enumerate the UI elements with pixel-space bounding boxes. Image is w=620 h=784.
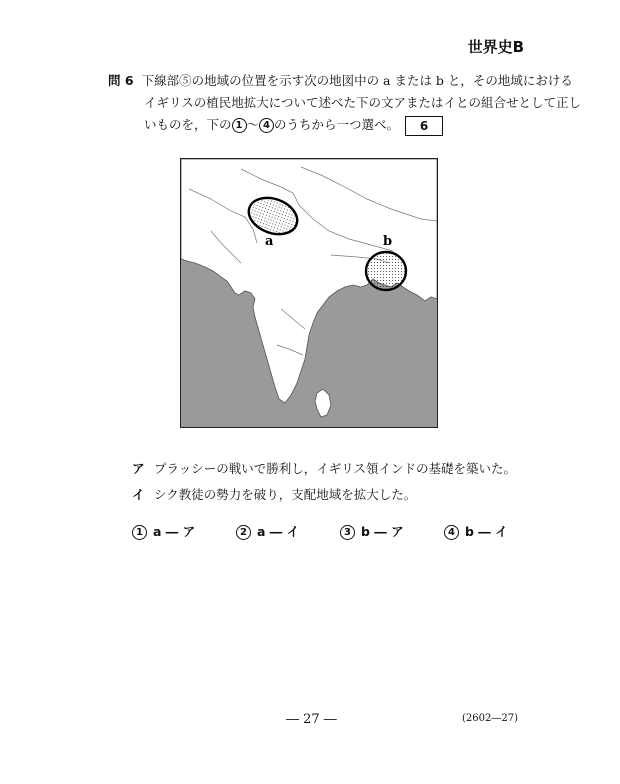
question-text-1: 下線部⑤の地域の位置を示す次の地図中の a または b と，その地域における (141, 73, 573, 88)
choice-4[interactable] (444, 522, 544, 540)
choice-number: 4 (444, 525, 459, 540)
page-code: (2602―27) (462, 713, 518, 724)
statement-a (132, 456, 516, 482)
question-line-1 (108, 70, 573, 92)
question-block (108, 70, 582, 136)
choice-2[interactable] (236, 522, 336, 540)
choice-3[interactable] (340, 522, 440, 540)
question-text-3b: のうちから一つ選べ。 (274, 117, 400, 132)
map-svg (181, 159, 437, 427)
statement-text: シク教徒の勢力を破り，支配地域を拡大した。 (154, 487, 417, 502)
question-line-2: イギリスの植民地拡大について述べた下の文アまたはイとの組合せとして正し (144, 95, 582, 110)
choice-number: 2 (236, 525, 251, 540)
region-a-label: a (265, 234, 274, 249)
answer-choices (132, 522, 544, 540)
page-number: ― 27 ― (286, 712, 337, 727)
statement-key: ア (132, 461, 145, 476)
choice-label: a ― イ (256, 524, 300, 539)
question-number: 問 6 (108, 73, 134, 88)
choice-label: b ― ア (360, 524, 404, 539)
choice-1[interactable] (132, 522, 232, 540)
question-text-3a: いものを，下の (144, 117, 232, 132)
statement-list (132, 456, 516, 508)
south-asia-map (180, 158, 438, 428)
question-line-3 (108, 114, 528, 136)
choice-label: b ― イ (464, 524, 508, 539)
choice-label: a ― ア (153, 524, 196, 539)
statement-key: イ (132, 487, 145, 502)
statement-i (132, 482, 516, 508)
range-separator: 〜 (246, 117, 260, 132)
range-start-number: 1 (232, 118, 247, 133)
region-b-marker (366, 252, 406, 290)
statement-text: プラッシーの戦いで勝利し，イギリス領インドの基礎を築いた。 (154, 461, 517, 476)
choice-number: 1 (132, 525, 147, 540)
answer-number-box: 6 (405, 116, 443, 136)
choice-number: 3 (340, 525, 355, 540)
region-b-label: b (383, 234, 393, 249)
range-end-number: 4 (259, 118, 274, 133)
subject-title: 世界史B (467, 38, 524, 56)
